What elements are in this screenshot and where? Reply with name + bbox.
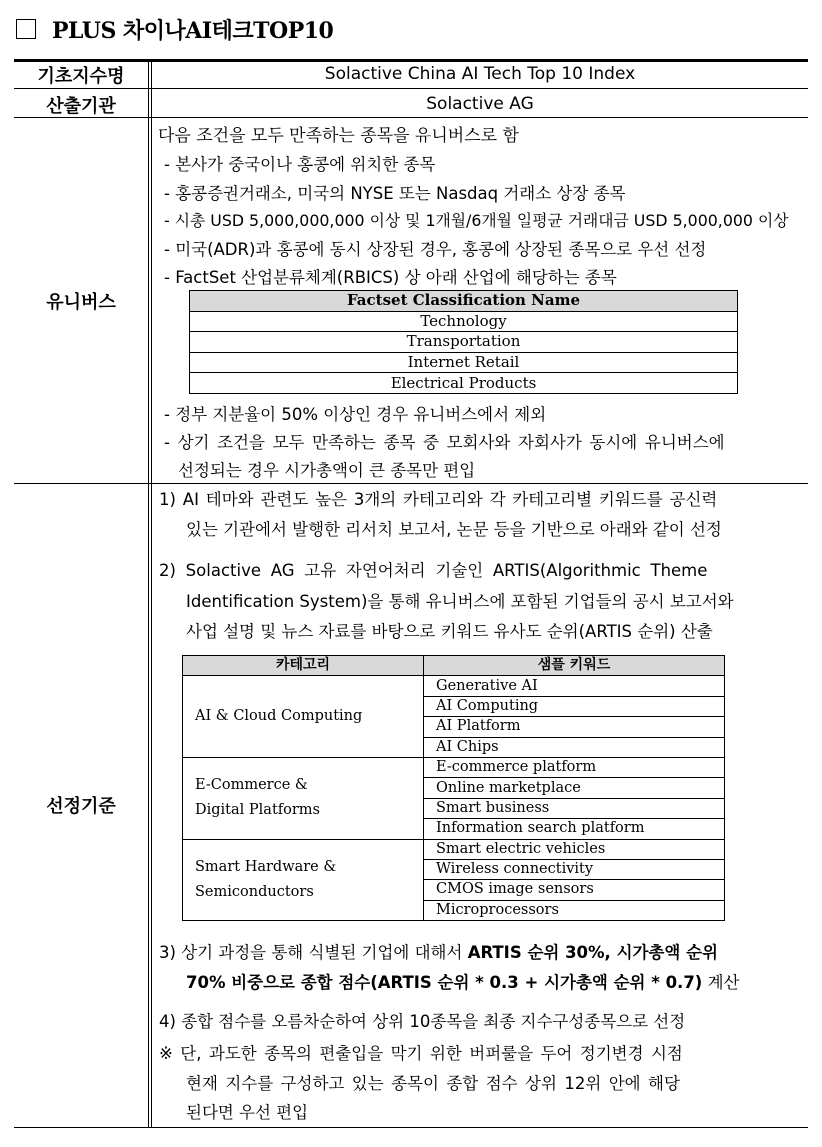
universe-item: 선정되는 경우 시가총액이 큰 종목만 편입 [178, 461, 476, 480]
step4-line: 4) 종합 점수를 오름차순하여 상위 10종목을 최종 지수구성종목으로 선정 [159, 1012, 686, 1031]
table-bottom-border [14, 1127, 808, 1128]
step1-line: 있는 기관에서 발행한 리서치 보고서, 논문 등을 기반으로 아래와 같이 선정 [186, 520, 722, 539]
category-name: AI & Cloud Computing [183, 676, 424, 758]
factset-header: Factset Classification Name [190, 291, 738, 312]
universe-item: - 상기 조건을 모두 만족하는 종목 중 모회사와 자회사가 동시에 유니버스에 [164, 433, 725, 452]
keyword-cell: Microprocessors [424, 900, 725, 920]
category-table [182, 655, 725, 921]
step2-line: Identification System)을 통해 유니버스에 포함된 기업들의 공시 보고서와 [186, 592, 734, 611]
step2-line: 2) Solactive AG 고유 자연어처리 기술인 ARTIS(Algorithmic Theme [159, 561, 708, 580]
keyword-cell: AI Chips [424, 737, 725, 757]
keyword-cell: Online marketplace [424, 778, 725, 798]
checkbox-icon[interactable] [16, 19, 36, 39]
keyword-header: 샘플 키워드 [424, 656, 725, 676]
factset-row: Internet Retail [190, 352, 738, 373]
note-line: ※ 단, 과도한 종목의 편출입을 막기 위한 버퍼룰을 두어 정기변경 시점 [159, 1044, 683, 1063]
step2-line: 사업 설명 및 뉴스 자료를 바탕으로 키워드 유사도 순위(ARTIS 순위) 산출 [186, 622, 713, 641]
note-line: 된다면 우선 편입 [186, 1103, 309, 1122]
column-divider [151, 60, 152, 1127]
universe-item: - 시총 USD 5,000,000,000 이상 및 1개월/6개월 일평균 거래대금 USD 5,000,000 이상 [164, 211, 789, 230]
index-name-value: Solactive China AI Tech Top 10 Index [324, 64, 636, 84]
factset-row: Transportation [190, 332, 738, 353]
note-line: 현재 지수를 구성하고 있는 종목이 종합 점수 상위 12위 안에 해당 [186, 1074, 680, 1093]
keyword-cell: Smart business [424, 798, 725, 818]
keyword-cell: Generative AI [424, 676, 725, 696]
universe-item: - 본사가 중국이나 홍콩에 위치한 종목 [164, 155, 436, 174]
keyword-cell: AI Platform [424, 717, 725, 737]
category-header: 카테고리 [183, 656, 424, 676]
universe-item: - 정부 지분율이 50% 이상인 경우 유니버스에서 제외 [164, 405, 547, 424]
column-divider [148, 60, 149, 1127]
keyword-cell: CMOS image sensors [424, 880, 725, 900]
title-row [16, 14, 333, 44]
category-name: E-Commerce & Digital Platforms [183, 757, 424, 839]
universe-item: - FactSet 산업분류체계(RBICS) 상 아래 산업에 해당하는 종목 [164, 268, 617, 287]
step3-line: 70% 비중으로 종합 점수(ARTIS 순위 * 0.3 + 시가총액 순위 * 0.7) 계산 [186, 973, 740, 992]
row-divider [14, 88, 808, 89]
keyword-cell: E-commerce platform [424, 757, 725, 777]
selection-label: 선정기준 [46, 796, 116, 817]
page-title: PLUS 차이나AI테크TOP10 [52, 17, 334, 44]
category-name: Smart Hardware & Semiconductors [183, 839, 424, 921]
keyword-cell: AI Computing [424, 696, 725, 716]
provider-label: 산출기관 [46, 96, 116, 117]
step3-line: 3) 상기 과정을 통해 식별된 기업에 대해서 ARTIS 순위 30%, 시가총액 순위 [159, 943, 718, 962]
keyword-cell: Information search platform [424, 819, 725, 839]
universe-label: 유니버스 [46, 292, 116, 313]
row-divider [14, 483, 808, 484]
universe-intro: 다음 조건을 모두 만족하는 종목을 유니버스로 함 [158, 126, 519, 146]
universe-item: - 미국(ADR)과 홍콩에 동시 상장된 경우, 홍콩에 상장된 종목으로 우선 선정 [164, 240, 707, 259]
factset-row: Technology [190, 311, 738, 332]
provider-value: Solactive AG [426, 94, 534, 114]
universe-item: - 홍콩증권거래소, 미국의 NYSE 또는 Nasdaq 거래소 상장 종목 [164, 184, 626, 203]
index-name-label: 기초지수명 [37, 66, 125, 87]
keyword-cell: Smart electric vehicles [424, 839, 725, 859]
step1-line: 1) AI 테마와 관련도 높은 3개의 카테고리와 각 카테고리별 키워드를 공신력 [159, 490, 718, 509]
factset-table [189, 290, 738, 394]
factset-row: Electrical Products [190, 373, 738, 394]
keyword-cell: Wireless connectivity [424, 859, 725, 879]
